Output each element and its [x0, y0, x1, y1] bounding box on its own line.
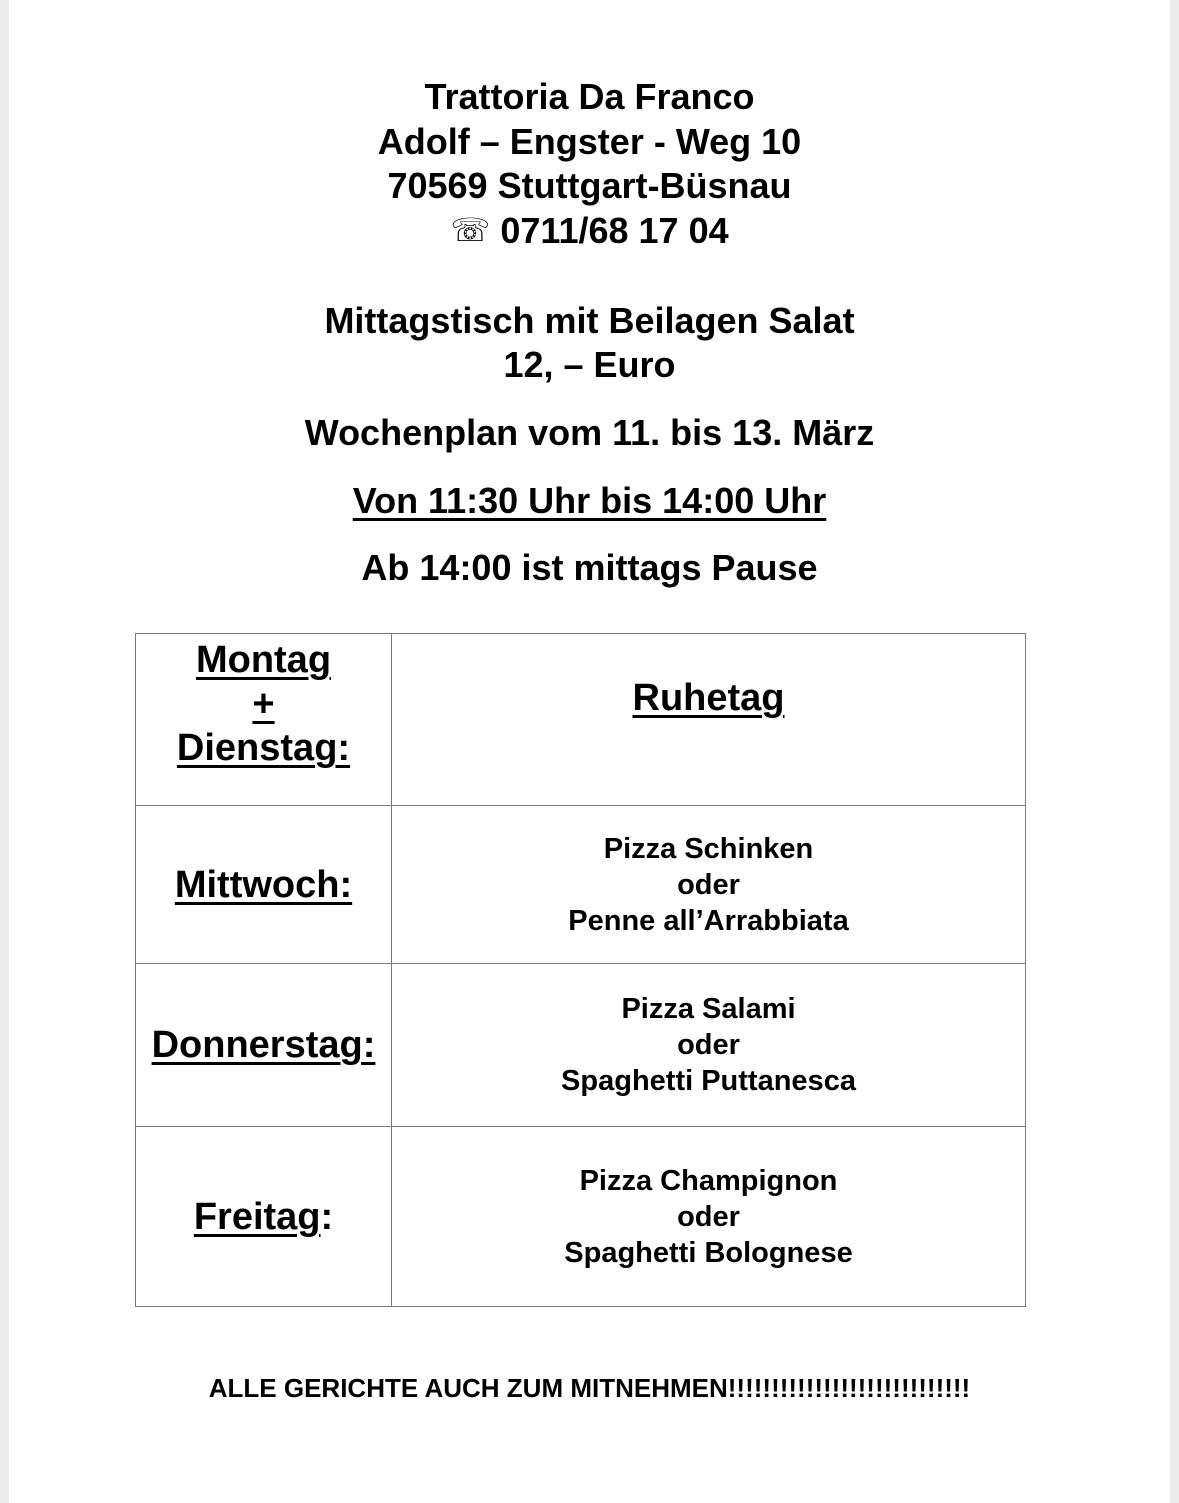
dish-cell-wednesday	[392, 806, 1026, 964]
pause-note: Ab 14:00 ist mittags Pause	[361, 547, 818, 588]
day-label-tuesday: Dienstag:	[176, 727, 351, 769]
restaurant-phone-line	[0, 209, 1179, 255]
day-label-wednesday: Mittwoch:	[174, 863, 353, 906]
dish-option-2: Spaghetti Bolognese	[564, 1236, 853, 1269]
table-row	[136, 806, 1026, 964]
dish-or: oder	[677, 1029, 740, 1061]
restaurant-header	[0, 75, 1179, 254]
week-plan-title: Wochenplan vom 11. bis 13. März	[304, 412, 875, 453]
table-row	[136, 964, 1026, 1127]
day-label-monday: Montag	[195, 639, 332, 681]
day-label-thursday: Donnerstag:	[151, 1024, 376, 1066]
dish-cell-friday	[392, 1127, 1026, 1307]
restaurant-phone: 0711/68 17 04	[500, 209, 729, 251]
dish-option-1: Pizza Champignon	[579, 1164, 838, 1197]
restaurant-city: 70569 Stuttgart-Büsnau	[387, 165, 792, 206]
telephone-icon: ☏	[450, 211, 491, 248]
dish-or: oder	[677, 1200, 740, 1233]
day-label-friday: Freitag	[193, 1195, 321, 1238]
day-cell-thursday	[136, 964, 392, 1127]
day-cell-friday	[136, 1127, 392, 1307]
weekly-menu-table	[135, 633, 1026, 1307]
lunch-offer-text: Mittagstisch mit Beilagen Salat	[324, 300, 855, 341]
restaurant-street: Adolf – Engster - Weg 10	[377, 120, 802, 162]
dish-option-1: Pizza Salami	[621, 993, 796, 1025]
day-cell-wednesday	[136, 806, 392, 964]
dish-cell-thursday	[392, 964, 1026, 1127]
dish-option-2: Penne all’Arrabbiata	[568, 904, 849, 937]
dish-or: oder	[677, 868, 740, 901]
restaurant-name: Trattoria Da Franco	[424, 76, 755, 117]
lunch-offer	[0, 299, 1179, 387]
day-cell-monday-tuesday	[136, 634, 392, 806]
takeaway-note: ALLE GERICHTE AUCH ZUM MITNEHMEN!!!!!!!!!!!!!!!!!!!!!!!!!!!!	[208, 1373, 971, 1403]
dish-option-1: Pizza Schinken	[603, 832, 814, 865]
opening-hours	[0, 479, 1179, 523]
rest-day-label: Ruhetag	[632, 677, 785, 719]
rest-day-cell	[392, 634, 1026, 806]
table-row	[136, 1127, 1026, 1307]
day-label-plus: +	[252, 683, 275, 725]
lunch-price: 12, – Euro	[503, 344, 676, 385]
table-row	[136, 634, 1026, 806]
day-label-friday-colon: :	[320, 1195, 334, 1238]
dish-option-2: Spaghetti Puttanesca	[561, 1065, 856, 1097]
opening-hours-text: Von 11:30 Uhr bis 14:00 Uhr	[352, 480, 827, 521]
